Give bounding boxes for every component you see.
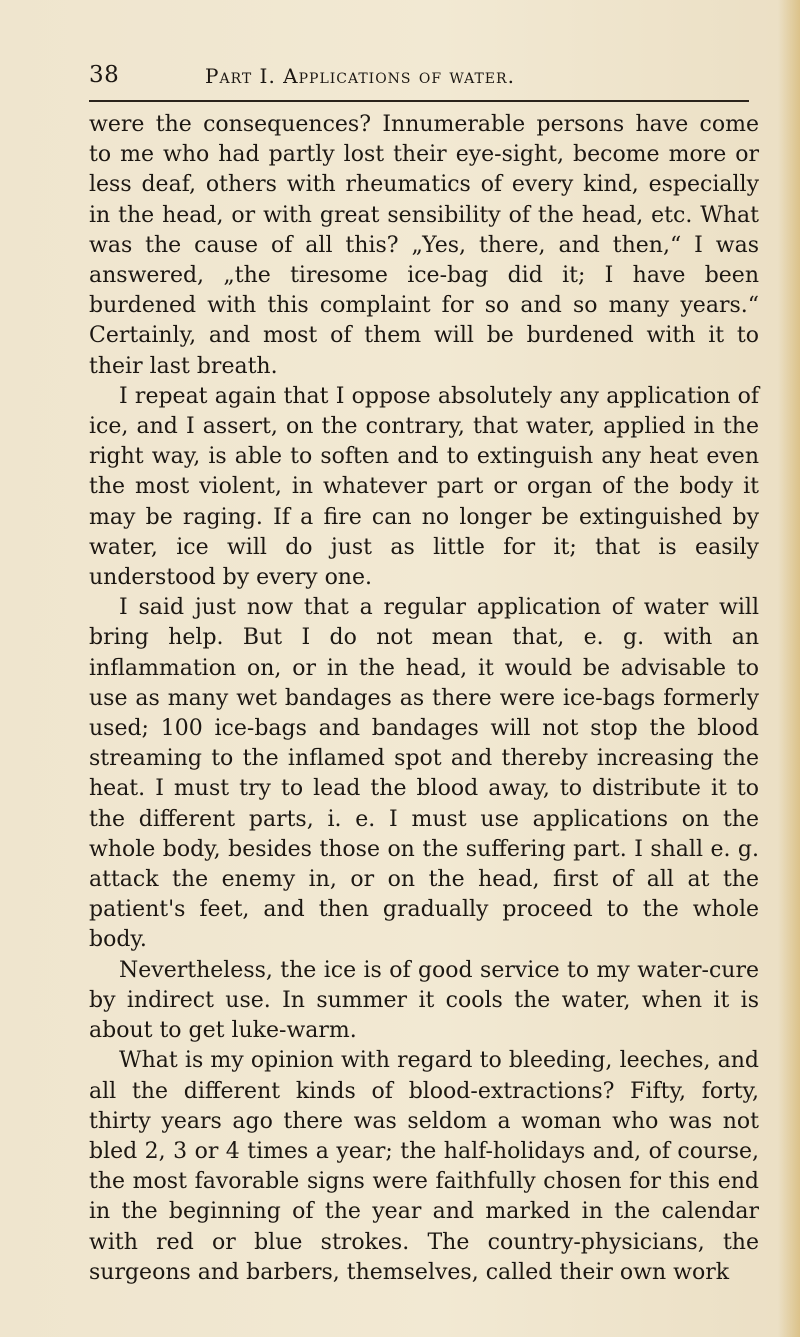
paragraph-2: I repeat again that I oppose absolutely any application of ice, and I assert, on the contrary, that water, applied in the right way, is able to soften and to extinguish any heat even the most violent, in whatever part or organ of the body it may be raging. If a fire can no longer be extinguished by water, ice will do just as little for it; that is easily understood by every one.: [89, 383, 759, 591]
page-edge: [778, 0, 800, 1337]
body-text: [89, 110, 759, 1288]
paragraph-5: What is my opinion with regard to bleeding, leeches, and all the different kinds of blood-extractions? Fifty, forty, thirty years ago there was seldom a woman who was not bled 2, 3 or 4 times a year; the half-holidays and, of course, the most favorable signs were faithfully chosen for this end in the beginning of the year and marked in the calendar with red or blue strokes. The country-physicians, the surgeons and barbers, themselves, called their own work: [89, 1048, 759, 1285]
paragraph-4: Nevertheless, the ice is of good service to my water-cure by indirect use. In summer it cools the water, when it is about to get luke-warm.: [89, 957, 759, 1044]
page-number: 38: [89, 62, 120, 88]
header-rule: [89, 100, 749, 102]
running-head: Part I. Applications of water.: [205, 64, 515, 88]
paragraph-1: were the consequences? Innumerable persons have come to me who had partly lost their eye-sight, become more or less deaf, others with rheumatics of every kind, especially in the head, or with great sensibility of the head, etc. What was the cause of all this? „Yes, there, and then,“ I was answered, „the tiresome ice-bag did it; I have been burdened with this complaint for so and so many years.“ Certainly, and most of them will be burdened with it to their last breath.: [89, 112, 759, 379]
paragraph-3: I said just now that a regular application of water will bring help. But I do not mean that, e. g. with an inflammation on, or in the head, it would be advisable to use as many wet bandages as there were ice-bags formerly used; 100 ice-bags and bandages will not stop the blood streaming to the inflamed spot and thereby increasing the heat. I must try to lead the blood away, to distribute it to the different parts, i. e. I must use applications on the whole body, besides those on the suffering part. I shall e. g. attack the enemy in, or on the head, first of all at the patient's feet, and then gradually proceed to the whole body.: [89, 595, 759, 953]
page-header: [89, 58, 749, 98]
